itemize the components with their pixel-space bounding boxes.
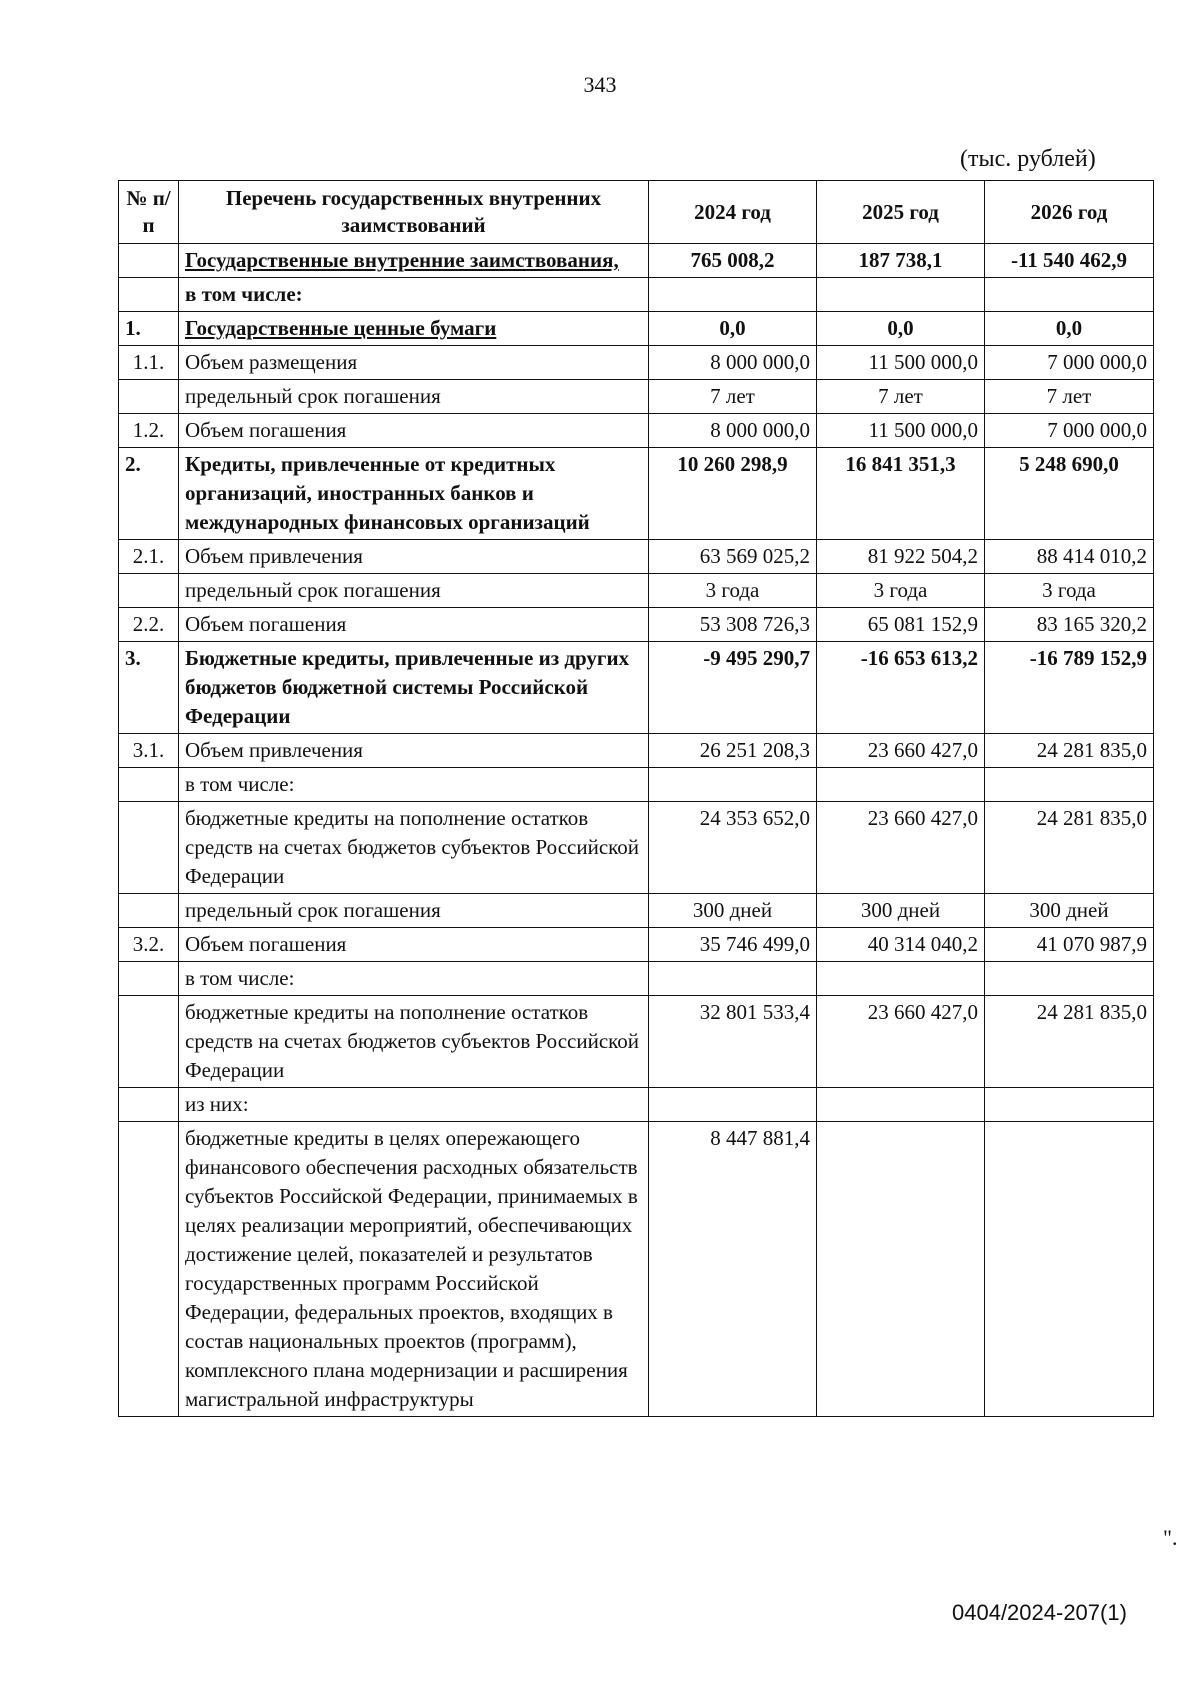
row-value-2026: 88 414 010,2 [985, 540, 1154, 574]
row-value-2024: 24 353 652,0 [649, 802, 817, 894]
row-name: в том числе: [179, 768, 649, 802]
row-value-2024 [649, 962, 817, 996]
row-name: бюджетные кредиты на пополнение остатков средств на счетах бюджетов субъектов Российской Федерации [179, 996, 649, 1088]
row-value-2025: 3 года [817, 574, 985, 608]
header-num: № п/п [119, 181, 179, 244]
row-value-2024: 10 260 298,9 [649, 448, 817, 540]
row-num [119, 996, 179, 1088]
row-num: 2.2. [119, 608, 179, 642]
row-name: предельный срок погашения [179, 574, 649, 608]
table-row [119, 278, 1154, 312]
table-row [119, 1088, 1154, 1122]
row-num: 1.1. [119, 346, 179, 380]
table-row [119, 768, 1154, 802]
row-num: 3.1. [119, 734, 179, 768]
row-value-2026 [985, 278, 1154, 312]
row-num: 1.2. [119, 414, 179, 448]
row-name: Объем привлечения [179, 540, 649, 574]
row-value-2024: 8 000 000,0 [649, 346, 817, 380]
row-value-2026: 300 дней [985, 894, 1154, 928]
table-row [119, 894, 1154, 928]
row-value-2025: 300 дней [817, 894, 985, 928]
row-value-2024: 35 746 499,0 [649, 928, 817, 962]
table-row [119, 346, 1154, 380]
row-name: бюджетные кредиты в целях опережающего финансового обеспечения расходных обязательств субъектов Российской Федерации, принимаемых в целях реализации мероприятий, обеспечивающих достижение целей, показателей и результатов государственных программ Российской Федерации, федеральных проектов, входящих в состав национальных проектов (программ), комплексного плана модернизации и расширения магистральной инфраструктуры [179, 1122, 649, 1417]
row-value-2024 [649, 1088, 817, 1122]
row-value-2025: 23 660 427,0 [817, 734, 985, 768]
row-value-2025: 11 500 000,0 [817, 414, 985, 448]
row-value-2026: 3 года [985, 574, 1154, 608]
row-value-2025: 23 660 427,0 [817, 996, 985, 1088]
row-value-2024: 7 лет [649, 380, 817, 414]
borrowings-table [118, 180, 1154, 1417]
page-number: 343 [583, 72, 617, 97]
header-2025: 2025 год [817, 181, 985, 244]
row-name: Объем погашения [179, 608, 649, 642]
row-value-2025: 65 081 152,9 [817, 608, 985, 642]
table-row [119, 1122, 1154, 1417]
row-value-2026 [985, 1122, 1154, 1417]
row-name: бюджетные кредиты на пополнение остатков средств на счетах бюджетов субъектов Российской Федерации [179, 802, 649, 894]
row-num [119, 768, 179, 802]
row-num [119, 1122, 179, 1417]
row-value-2024: 63 569 025,2 [649, 540, 817, 574]
row-value-2025: 187 738,1 [817, 244, 985, 278]
row-name: предельный срок погашения [179, 894, 649, 928]
row-value-2025: 0,0 [817, 312, 985, 346]
row-num: 2. [119, 448, 179, 540]
header-name: Перечень государственных внутренних заимствований [179, 181, 649, 244]
row-num [119, 574, 179, 608]
row-num [119, 894, 179, 928]
row-value-2026 [985, 768, 1154, 802]
row-name: Бюджетные кредиты, привлеченные из других бюджетов бюджетной системы Российской Федерации [179, 642, 649, 734]
row-value-2025 [817, 1088, 985, 1122]
row-num: 3.2. [119, 928, 179, 962]
row-value-2026: 0,0 [985, 312, 1154, 346]
row-value-2026: 83 165 320,2 [985, 608, 1154, 642]
row-num: 3. [119, 642, 179, 734]
header-2024: 2024 год [649, 181, 817, 244]
row-num [119, 802, 179, 894]
row-num [119, 1088, 179, 1122]
row-value-2024 [649, 768, 817, 802]
row-value-2026: 24 281 835,0 [985, 996, 1154, 1088]
row-name: Государственные ценные бумаги [179, 312, 649, 346]
row-name: в том числе: [179, 278, 649, 312]
row-value-2025 [817, 278, 985, 312]
row-name: Объем размещения [179, 346, 649, 380]
row-value-2026 [985, 962, 1154, 996]
row-num [119, 244, 179, 278]
row-num: 1. [119, 312, 179, 346]
units-label: (тыс. рублей) [960, 146, 1096, 172]
row-value-2025: 7 лет [817, 380, 985, 414]
row-value-2025 [817, 1122, 985, 1417]
row-value-2026: 7 000 000,0 [985, 414, 1154, 448]
row-value-2025: 11 500 000,0 [817, 346, 985, 380]
row-value-2026: 5 248 690,0 [985, 448, 1154, 540]
row-value-2025: 40 314 040,2 [817, 928, 985, 962]
row-value-2024: 8 000 000,0 [649, 414, 817, 448]
row-name: в том числе: [179, 962, 649, 996]
table-row [119, 448, 1154, 540]
row-value-2024: 0,0 [649, 312, 817, 346]
row-value-2024: 26 251 208,3 [649, 734, 817, 768]
row-value-2026: 24 281 835,0 [985, 734, 1154, 768]
row-value-2026 [985, 1088, 1154, 1122]
closing-quote: ". [1163, 1525, 1178, 1550]
row-value-2024: 53 308 726,3 [649, 608, 817, 642]
row-name: предельный срок погашения [179, 380, 649, 414]
table-row [119, 802, 1154, 894]
table-row [119, 414, 1154, 448]
row-value-2025: 16 841 351,3 [817, 448, 985, 540]
row-value-2026: 24 281 835,0 [985, 802, 1154, 894]
row-value-2025: -16 653 613,2 [817, 642, 985, 734]
row-value-2025: 23 660 427,0 [817, 802, 985, 894]
row-num: 2.1. [119, 540, 179, 574]
document-code: 0404/2024-207(1) [952, 1600, 1127, 1625]
table-row [119, 734, 1154, 768]
row-value-2026: -11 540 462,9 [985, 244, 1154, 278]
row-name: Кредиты, привлеченные от кредитных организаций, иностранных банков и международных финансовых организаций [179, 448, 649, 540]
row-num [119, 278, 179, 312]
table-row [119, 928, 1154, 962]
table-row [119, 642, 1154, 734]
table-row [119, 244, 1154, 278]
row-value-2026: 41 070 987,9 [985, 928, 1154, 962]
row-name: Государственные внутренние заимствования, [179, 244, 649, 278]
row-value-2026: -16 789 152,9 [985, 642, 1154, 734]
row-name: Объем привлечения [179, 734, 649, 768]
row-value-2025 [817, 962, 985, 996]
table-row [119, 540, 1154, 574]
row-value-2026: 7 лет [985, 380, 1154, 414]
row-num [119, 380, 179, 414]
row-value-2024 [649, 278, 817, 312]
row-name: Объем погашения [179, 414, 649, 448]
row-num [119, 962, 179, 996]
row-value-2026: 7 000 000,0 [985, 346, 1154, 380]
table-row [119, 962, 1154, 996]
table-header-row [119, 181, 1154, 244]
row-name: Объем погашения [179, 928, 649, 962]
row-name: из них: [179, 1088, 649, 1122]
row-value-2024: 300 дней [649, 894, 817, 928]
table-row [119, 574, 1154, 608]
row-value-2024: 765 008,2 [649, 244, 817, 278]
row-value-2024: 3 года [649, 574, 817, 608]
row-value-2024: 32 801 533,4 [649, 996, 817, 1088]
table-row [119, 380, 1154, 414]
row-value-2024: 8 447 881,4 [649, 1122, 817, 1417]
header-2026: 2026 год [985, 181, 1154, 244]
row-value-2024: -9 495 290,7 [649, 642, 817, 734]
row-value-2025 [817, 768, 985, 802]
row-value-2025: 81 922 504,2 [817, 540, 985, 574]
table-row [119, 312, 1154, 346]
table-row [119, 996, 1154, 1088]
table-row [119, 608, 1154, 642]
